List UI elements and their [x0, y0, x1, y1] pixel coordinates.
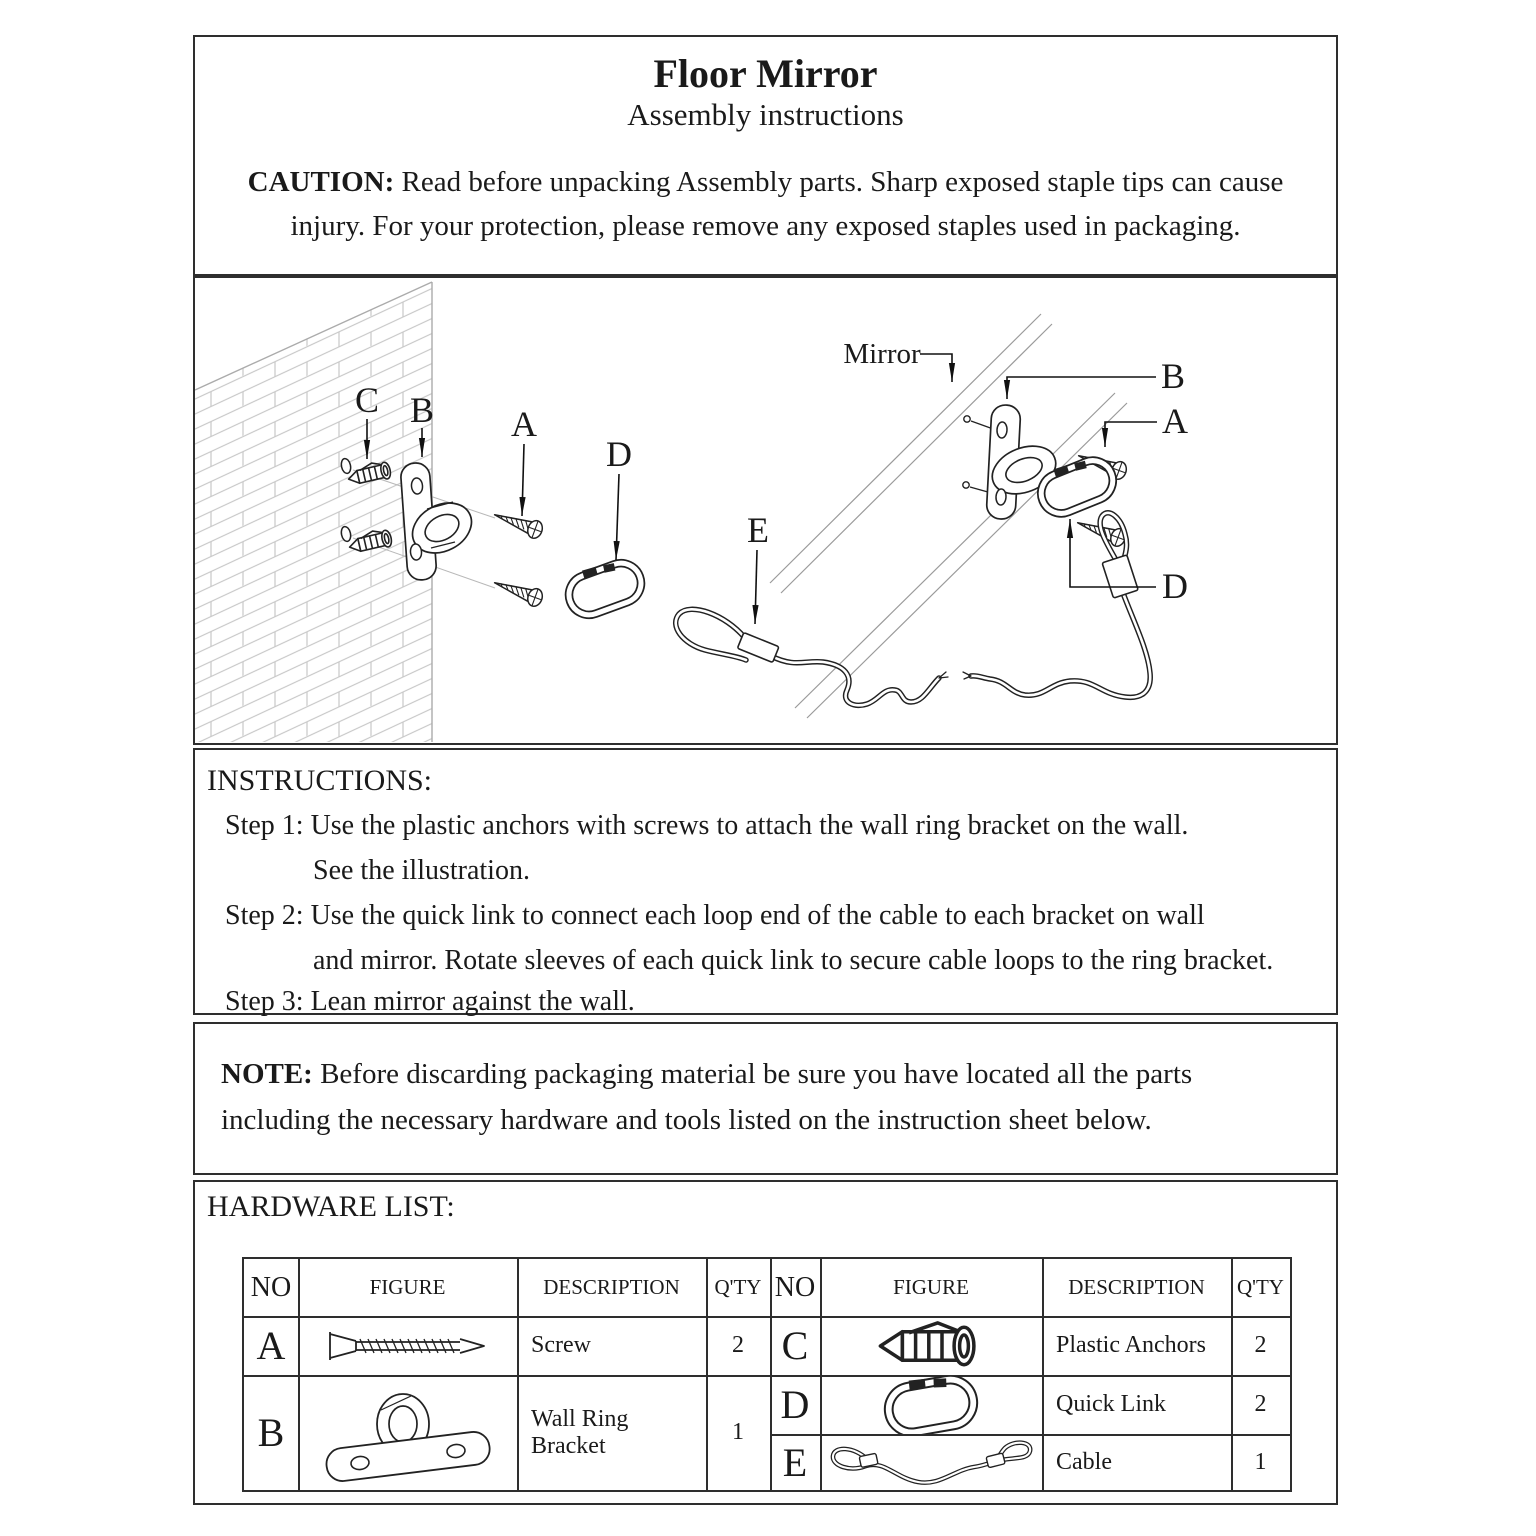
label-c: C	[354, 380, 380, 420]
col-header-qty: Q'TY	[714, 1275, 762, 1299]
wall-ring-bracket-figure	[298, 1375, 517, 1490]
label-d-right: D	[1162, 566, 1188, 606]
row-d-description: Quick Link	[1056, 1391, 1166, 1417]
row-c-description: Plastic Anchors	[1056, 1332, 1206, 1358]
step-1-line-1: Step 1: Use the plastic anchors with screws to attach the wall ring bracket on the wall.	[225, 810, 1189, 841]
screws-illustration	[492, 506, 545, 608]
caution-line-2: injury. For your protection, please remove any exposed staples used in packaging.	[290, 210, 1241, 242]
row-e-description: Cable	[1056, 1448, 1112, 1475]
step-2-line-1: Step 2: Use the quick link to connect each loop end of the cable to each bracket on wall	[225, 900, 1205, 931]
instructions-heading: INSTRUCTIONS:	[207, 764, 433, 797]
col-header-qty-2: Q'TY	[1237, 1275, 1284, 1299]
label-b-right: B	[1160, 356, 1186, 396]
row-b-qty: 1	[732, 1419, 744, 1445]
cable-figure	[820, 1434, 1042, 1490]
row-a-qty: 2	[732, 1332, 744, 1358]
caution-label: CAUTION:	[247, 166, 395, 198]
diagram-section	[193, 276, 1338, 745]
row-c-qty: 2	[1254, 1332, 1267, 1358]
label-d: D	[606, 434, 632, 474]
title-section	[193, 35, 1338, 276]
caution-line-1: CAUTION: Read before unpacking Assembly parts. Sharp exposed staple tips can cause	[247, 166, 1284, 198]
note-line-1: NOTE: Before discarding packaging material be sure you have located all the parts	[221, 1058, 1193, 1090]
hardware-table	[242, 1257, 1292, 1492]
anchor-figure-drawing	[831, 1319, 1031, 1373]
col-header-description-2: DESCRIPTION	[1068, 1275, 1205, 1299]
quick-link-illustration	[562, 553, 647, 621]
quick-link-figure-drawing	[831, 1376, 1031, 1434]
screw-figure-drawing	[308, 1321, 508, 1371]
row-d-no: D	[780, 1382, 810, 1427]
plastic-anchor-figure	[820, 1316, 1042, 1375]
note-line-2: including the necessary hardware and tools listed on the instruction sheet below.	[221, 1104, 1152, 1136]
hardware-heading: HARDWARE LIST:	[207, 1190, 455, 1223]
screw-figure	[298, 1316, 517, 1375]
step-1-line-2: See the illustration.	[313, 855, 530, 886]
quick-link-figure	[820, 1375, 1042, 1434]
note-section	[193, 1022, 1338, 1175]
col-header-figure: FIGURE	[369, 1275, 446, 1299]
row-e-no: E	[782, 1439, 808, 1485]
note-label: NOTE:	[221, 1058, 313, 1090]
label-a: A	[511, 404, 537, 444]
bracket-figure-drawing	[308, 1380, 508, 1486]
hardware-section	[193, 1180, 1338, 1505]
page-title: Floor Mirror	[653, 51, 878, 96]
wall-ring-bracket-illustration	[400, 462, 480, 581]
mirror-edge-lines	[770, 314, 1127, 718]
instructions-section	[193, 748, 1338, 1015]
label-b: B	[409, 390, 435, 430]
mirror-bracket-illustration	[985, 404, 1063, 519]
step-3-line-1: Step 3: Lean mirror against the wall.	[225, 986, 635, 1017]
row-a-no: A	[256, 1323, 286, 1368]
page-subtitle: Assembly instructions	[627, 97, 904, 132]
row-b-description: Wall Ring Bracket	[531, 1405, 629, 1459]
label-e: E	[747, 510, 769, 550]
step-2-line-2: and mirror. Rotate sleeves of each quick link to secure cable loops to the ring bracket.	[313, 945, 1274, 976]
caution-paragraph	[195, 160, 1336, 248]
col-header-no-2: NO	[774, 1271, 816, 1303]
row-d-qty: 2	[1254, 1391, 1267, 1417]
brick-wall-illustration	[195, 282, 435, 742]
col-header-description: DESCRIPTION	[543, 1275, 680, 1299]
row-c-no: C	[781, 1323, 809, 1368]
mirror-leader-arrow	[920, 354, 952, 382]
cable-figure-drawing	[824, 1436, 1038, 1488]
col-header-no: NO	[250, 1271, 292, 1303]
label-a-right: A	[1162, 401, 1188, 441]
row-b-no: B	[257, 1410, 285, 1455]
col-header-figure-2: FIGURE	[893, 1275, 969, 1299]
row-a-description: Screw	[531, 1332, 591, 1358]
mirror-label: Mirror	[843, 338, 921, 370]
row-e-qty: 1	[1254, 1448, 1267, 1475]
assembly-diagram	[195, 278, 1336, 743]
